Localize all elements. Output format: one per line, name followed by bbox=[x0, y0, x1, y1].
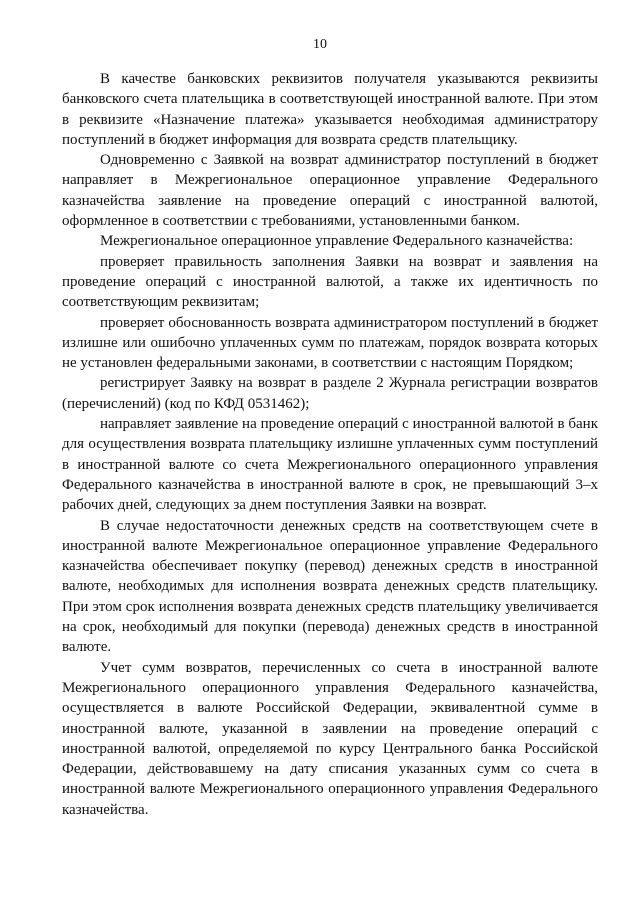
paragraph-checks-correctness: проверяет правильность заполнения Заявки на возврат и заявления на проведение операций с иностранной валютой, а также их идентичность по соответствующим реквизитам; bbox=[62, 253, 598, 311]
paragraph-registers-request: регистрирует Заявку на возврат в разделе 2 Журнала регистрации возвратов (перечислений) (код по КФД 0531462); bbox=[62, 375, 598, 412]
document-body bbox=[62, 69, 598, 820]
paragraph-interregional-office: Межрегиональное операционное управление Федерального казначейства: bbox=[100, 233, 574, 250]
paragraph-simultaneous-application: Одновременно с Заявкой на возврат администратор поступлений в бюджет направляет в Межрегиональное операционное управление Федерального казначейства заявление на проведение операций с иностранной валютой, оформленное в соответствии с требованиями, установленными банком. bbox=[62, 152, 598, 230]
paragraph-checks-validity: проверяет обоснованность возврата администратором поступлений в бюджет излишне или ошибочно уплаченных сумм по платежам, порядок возврата которых не установлен федеральными законами, в соответствии с настоящим Порядком; bbox=[62, 314, 598, 372]
paragraph-insufficient-funds: В случае недостаточности денежных средств на соответствующем счете в иностранной валюте Межрегиональное операционное управление Федерального казначейства обеспечивает покупку (перевод) денежных средств в иностранной валюте, необходимых для исполнения возврата денежных средств плательщику. При этом срок исполнения возврата денежных средств плательщику увеличивается на срок, необходимый для покупки (перевода) денежных средств в иностранной валюте. bbox=[62, 517, 598, 656]
paragraph-bank-details: В качестве банковских реквизитов получателя указываются реквизиты банковского счета плательщика в соответствующей иностранной валюте. При этом в реквизите «Назначение платежа» указывается необходимая администратору поступлений в бюджет информация для возврата средств плательщику. bbox=[62, 71, 598, 148]
paragraph-sends-application: направляет заявление на проведение операций с иностранной валютой в банк для осуществления возврата плательщику излишне уплаченных сумм поступлений в иностранной валюте со счета Межрегионального операционного управления Федерального казначейства в иностранной валюте в срок, не превышающий 3–х рабочих дней, следующих за днем поступления Заявки на возврат. bbox=[62, 416, 598, 514]
paragraph-accounting: Учет сумм возвратов, перечисленных со счета в иностранной валюте Межрегионального операционного управления Федерального казначейства, осуществляется в валюте Российской Федерации, эквивалентной сумме в иностранной валюте, указанной в заявлении на проведение операций с иностранной валютой, определяемой по курсу Центрального банка Российской Федерации, действовавшему на дату списания указанных сумм со счета в иностранной валюте Межрегионального операционного управления Федерального казначейства. bbox=[62, 659, 598, 818]
page-number: 10 bbox=[313, 37, 327, 52]
